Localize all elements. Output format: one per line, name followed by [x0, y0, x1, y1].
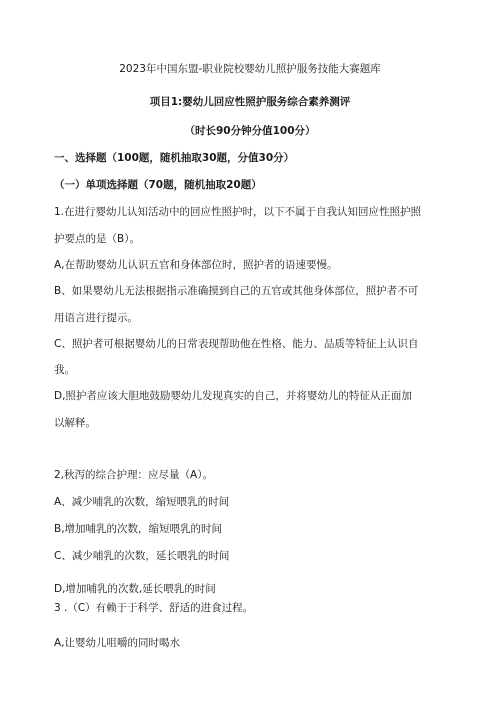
question-2-option-d: D,增加哺乳的次数,延长喂乳的时间 — [54, 583, 216, 595]
question-2-option-c: C、减少哺乳的次数，延长喂乳的时间 — [54, 550, 230, 562]
question-2-option-a: A、减少哺乳的次数，缩短喂乳的时间 — [54, 496, 230, 508]
question-1-option-c-line-2: 我。 — [54, 364, 75, 376]
section-heading: 一、选择题（100题，随机抽取30题，分值30分） — [54, 152, 295, 164]
question-1-option-d-line-2: 以解释。 — [54, 417, 96, 429]
question-1-option-b-line-1: B、如果婴幼儿无法根据指示准确摸到自己的五官或其他身体部位，照护者不可 — [54, 285, 419, 297]
question-2-stem: 2,秋泻的综合护理：应尽量（A）。 — [54, 469, 213, 481]
question-1-option-a: A,在帮助婴幼儿认识五官和身体部位时，照护者的语速要慢。 — [54, 259, 338, 271]
time-note: （时长90分钟分值100分） — [184, 125, 316, 137]
question-1-stem-line-2: 护要点的是（B）。 — [54, 233, 140, 245]
question-2-option-b: B,增加哺乳的次数，缩短喂乳的时间 — [54, 523, 223, 535]
question-1-option-c-line-1: C、照护者可根据婴幼儿的日常表现帮助他在性格、能力、品质等特征上认识自 — [54, 338, 419, 350]
question-3-option-a: A,让婴幼儿咀嚼的同时喝水 — [54, 637, 181, 649]
document-title: 2023年中国东盟-职业院校婴幼儿照护服务技能大赛题库 — [119, 63, 381, 75]
question-1-option-d-line-1: D,照护者应该大胆地鼓励婴幼儿发现真实的自己，并将婴幼儿的特征从正面加 — [54, 390, 412, 402]
question-1-stem-line-1: 1.在进行婴幼儿认知活动中的回应性照护时，以下不属于自我认知回应性照护照 — [54, 206, 422, 218]
subsection-heading: （一）单项选择题（70题，随机抽取20题） — [54, 179, 262, 191]
project-title: 项目1:婴幼儿回应性照护服务综合素养测评 — [149, 96, 351, 108]
question-3-stem: 3 .（C）有赖于于科学、舒适的进食过程。 — [54, 602, 254, 614]
question-1-option-b-line-2: 用语言进行提示。 — [54, 312, 138, 324]
